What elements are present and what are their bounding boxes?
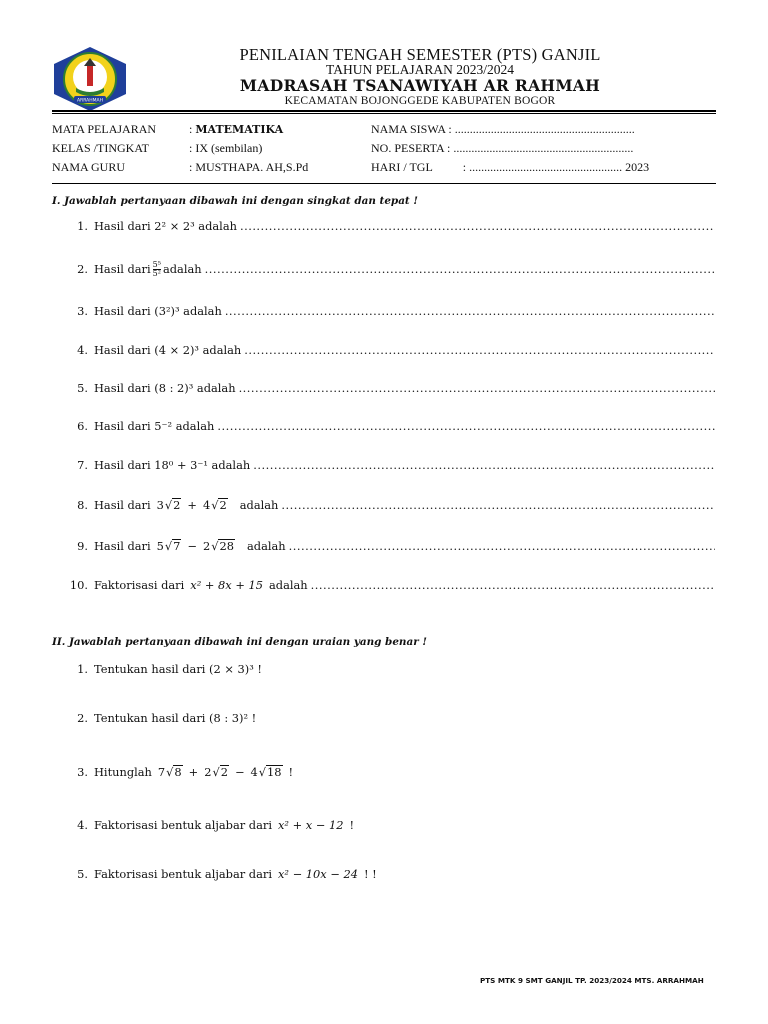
question-1-7[interactable]: 7. Hasil dari 18⁰ + 3⁻¹ adalah ..... [60,455,715,475]
class-label: KELAS /TINGKAT [52,141,149,155]
class-value: : IX (sembilan) [189,141,263,155]
answer-line[interactable] [244,343,715,357]
fraction: $\frac{\text{5⁵}}{\text{5²}}$ [152,259,161,278]
answer-line[interactable] [253,458,715,472]
question-1-1[interactable]: 1. Hasil dari 2² × 2³ adalah ..... [60,216,715,236]
answer-line[interactable] [205,262,715,276]
question-2-4[interactable]: 4. Faktorisasi bentuk aljabar dari x² + x − 12 ! [77,818,355,832]
header-rule [52,110,716,112]
header-rule-thin [52,113,716,114]
section-2-title: II. Jawablah pertanyaan dibawah ini dengan uraian yang benar ! [52,636,427,648]
answer-line[interactable] [225,304,715,318]
answer-line[interactable] [217,419,715,433]
subject-label: MATA PELAJARAN [52,122,157,136]
question-1-8[interactable]: 8. Hasil dari 3 √ 2 + 4 √ 2 adalah ..... [60,495,715,515]
school-location: KECAMATAN BOJONGGEDE KABUPATEN BOGOR [284,95,556,107]
exam-title: PENILAIAN TENGAH SEMESTER (PTS) GANJIL [239,45,601,64]
question-1-4[interactable]: 4. Hasil dari (4 × 2)³ adalah ..... [60,340,715,360]
svg-text:ARRAHMAH: ARRAHMAH [77,98,103,104]
day-date-field[interactable]: HARI / TGL : ................................................... 2023 [371,160,650,174]
answer-line[interactable] [311,578,715,592]
answer-line[interactable] [281,498,715,512]
teacher-value: : MUSTHAPA. AH,S.Pd [189,160,309,174]
answer-line[interactable] [240,219,715,233]
question-2-5[interactable]: 5. Faktorisasi bentuk aljabar dari x² − 10x − 24 ! ! [77,867,377,881]
page-footer: PTS MTK 9 SMT GANJIL TP. 2023/2024 MTS. ARRAHMAH [480,976,704,985]
question-2-2[interactable]: 2. Tentukan hasil dari (8 : 3)² ! [77,711,257,725]
question-2-3[interactable]: 3. Hitunglah 7 √ 8 + 2 √ 2 − 4 √ 18 ! [77,765,294,780]
section-1-title: I. Jawablah pertanyaan dibawah ini dengan singkat dan tepat ! [52,195,418,207]
question-1-3[interactable]: 3. Hasil dari (3²)³ adalah ..... [60,301,715,321]
answer-line[interactable] [239,381,715,395]
question-2-1[interactable]: 1. Tentukan hasil dari (2 × 3)³ ! [77,662,262,676]
participant-number-field[interactable]: NO. PESERTA : ............................................................ [371,141,634,155]
question-1-6[interactable]: 6. Hasil dari 5⁻² adalah ..... [60,416,715,436]
question-1-10[interactable]: 10. Faktorisasi dari x² + 8x + 15 adalah ..... [60,575,715,595]
info-rule [52,183,716,184]
student-name-field[interactable]: NAMA SISWA : ............................................................ [371,122,635,136]
question-1-5[interactable]: 5. Hasil dari (8 : 2)³ adalah ..... [60,378,715,398]
school-name: MADRASAH TSANAWIYAH AR RAHMAH [239,76,601,95]
school-logo-icon [52,46,128,112]
question-1-9[interactable]: 9. Hasil dari 5 √ 7 − 2 √ 28 adalah ..... [60,536,715,556]
question-1-2[interactable]: 2. Hasil dari $\frac{\text{5⁵}}{\text{5²}}$ adalah ..... [60,259,715,279]
answer-line[interactable] [289,539,715,553]
subject-value: : MATEMATIKA [189,122,284,136]
academic-year: TAHUN PELAJARAN 2023/2024 [326,62,514,77]
teacher-label: NAMA GURU [52,160,126,174]
